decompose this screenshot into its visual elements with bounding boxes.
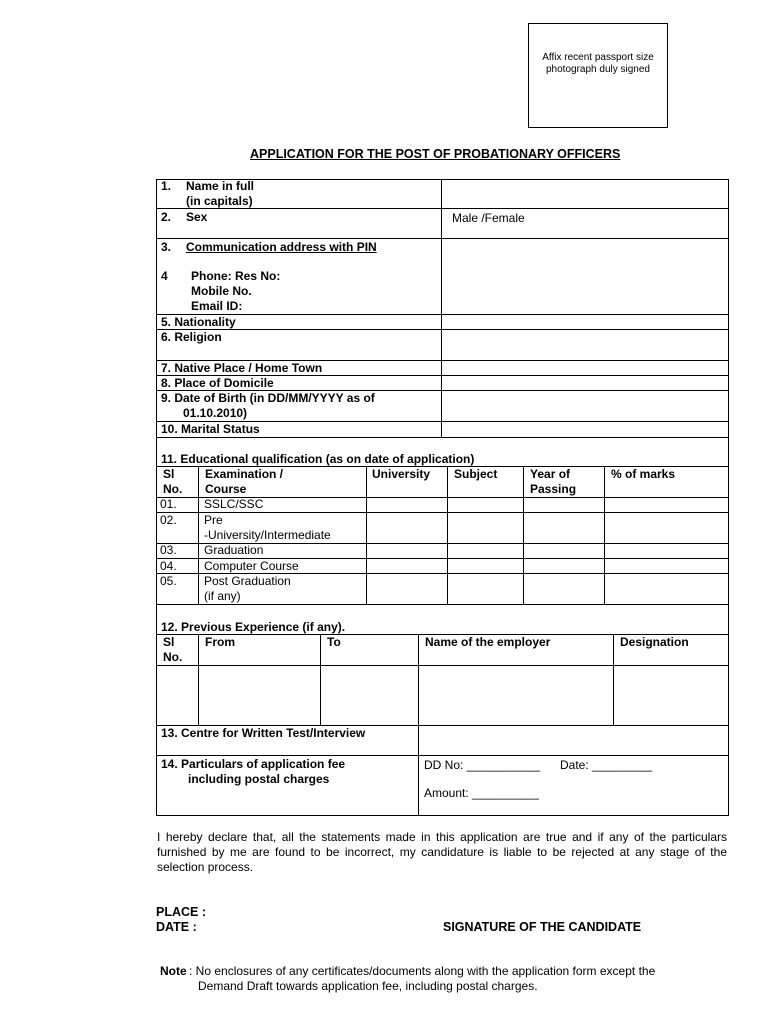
exp-header-employer: Name of the employer — [425, 635, 551, 649]
name-input-cell[interactable] — [442, 180, 728, 208]
field-email-label: Email ID: — [191, 299, 243, 313]
exp-header-sl-2: No. — [163, 650, 183, 664]
photo-placeholder-box — [528, 23, 668, 128]
edu-header-year-2: Passing — [530, 482, 577, 496]
edu-row-sl: 01. — [160, 497, 177, 511]
exp-header-to: To — [327, 635, 341, 649]
edu-row-sl: 04. — [160, 559, 177, 573]
signature-label: SIGNATURE OF THE CANDIDATE — [443, 920, 642, 934]
fee-label-2: including postal charges — [188, 772, 330, 786]
edu-header-exam: Examination / — [205, 467, 284, 481]
edu-row-sl: 03. — [160, 543, 177, 557]
edu-header-year: Year of — [530, 467, 571, 481]
edu-row-sl: 05. — [160, 574, 177, 588]
edu-header-marks: % of marks — [611, 467, 676, 481]
field-phone-label: Phone: Res No: — [191, 269, 281, 283]
edu-header-exam-2: Course — [205, 482, 247, 496]
edu-row-course: Graduation — [204, 543, 264, 557]
centre-input-cell[interactable] — [419, 726, 728, 755]
field-domicile-label: 8. Place of Domicile — [161, 376, 274, 390]
experience-heading: 12. Previous Experience (if any). — [161, 620, 346, 634]
edu-row-sl: 02. — [160, 513, 177, 527]
note-text-2: Demand Draft towards application fee, including postal charges. — [198, 979, 538, 993]
field-sex-label: Sex — [186, 210, 208, 224]
field-nationality-label: 5. Nationality — [161, 315, 236, 329]
edu-header-university: University — [372, 467, 431, 481]
edu-row-course-2: -University/Intermediate — [204, 528, 331, 542]
field-name-sublabel: (in capitals) — [186, 194, 253, 208]
fee-label: 14. Particulars of application fee — [161, 757, 346, 771]
field-3-number: 3. — [161, 240, 172, 254]
place-label: PLACE : — [156, 905, 206, 919]
exp-header-designation: Designation — [620, 635, 689, 649]
exp-header-sl: Sl — [163, 635, 175, 649]
edu-row-course-2: (if any) — [204, 589, 241, 603]
field-mobile-label: Mobile No. — [191, 284, 252, 298]
edu-row-course: Pre — [204, 513, 223, 527]
dd-number-field[interactable]: DD No: ___________ — [424, 758, 541, 772]
note-text: : No enclosures of any certificates/documents along with the application form except the — [189, 964, 656, 978]
dd-amount-field[interactable]: Amount: __________ — [424, 786, 539, 800]
declaration-text: I hereby declare that, all the statements made in this application are true and if any of the particulars furnished by me are found to be incorrect, my candidature is liable to be rejected at any stage of the selection process. — [157, 830, 727, 874]
field-name-label: Name in full — [186, 179, 255, 193]
field-dob-label: 9. Date of Birth (in DD/MM/YYYY as of — [161, 391, 375, 405]
edu-header-subject: Subject — [454, 467, 498, 481]
photo-box-text: Affix recent passport size photograph duly signed — [542, 52, 654, 75]
centre-label: 13. Centre for Written Test/Interview — [161, 726, 366, 740]
field-1-number: 1. — [161, 179, 172, 193]
edu-row-course: Post Graduation — [204, 574, 291, 588]
edu-row-course: SSLC/SSC — [204, 497, 264, 511]
dd-date-field[interactable]: Date: _________ — [560, 758, 653, 772]
field-address-label: Communication address with PIN — [186, 240, 377, 254]
field-dob-label-line2: 01.10.2010) — [183, 406, 248, 420]
field-native-place-label: 7. Native Place / Home Town — [161, 361, 323, 375]
field-religion-label: 6. Religion — [161, 330, 222, 344]
sex-value-cell[interactable]: Male /Female — [452, 211, 525, 225]
exp-header-from: From — [205, 635, 235, 649]
note-label: Note — [160, 964, 187, 978]
field-4-number: 4 — [161, 269, 168, 283]
address-input-cell[interactable] — [442, 239, 728, 314]
field-marital-status-label: 10. Marital Status — [161, 422, 260, 436]
field-2-number: 2. — [161, 210, 172, 224]
edu-header-sl: Sl — [163, 467, 175, 481]
edu-header-sl-2: No. — [163, 482, 183, 496]
edu-row-course: Computer Course — [204, 559, 299, 573]
education-heading: 11. Educational qualification (as on date of application) — [161, 452, 475, 466]
page-title: APPLICATION FOR THE POST OF PROBATIONARY OFFICERS — [250, 147, 621, 161]
date-label: DATE : — [156, 920, 197, 934]
